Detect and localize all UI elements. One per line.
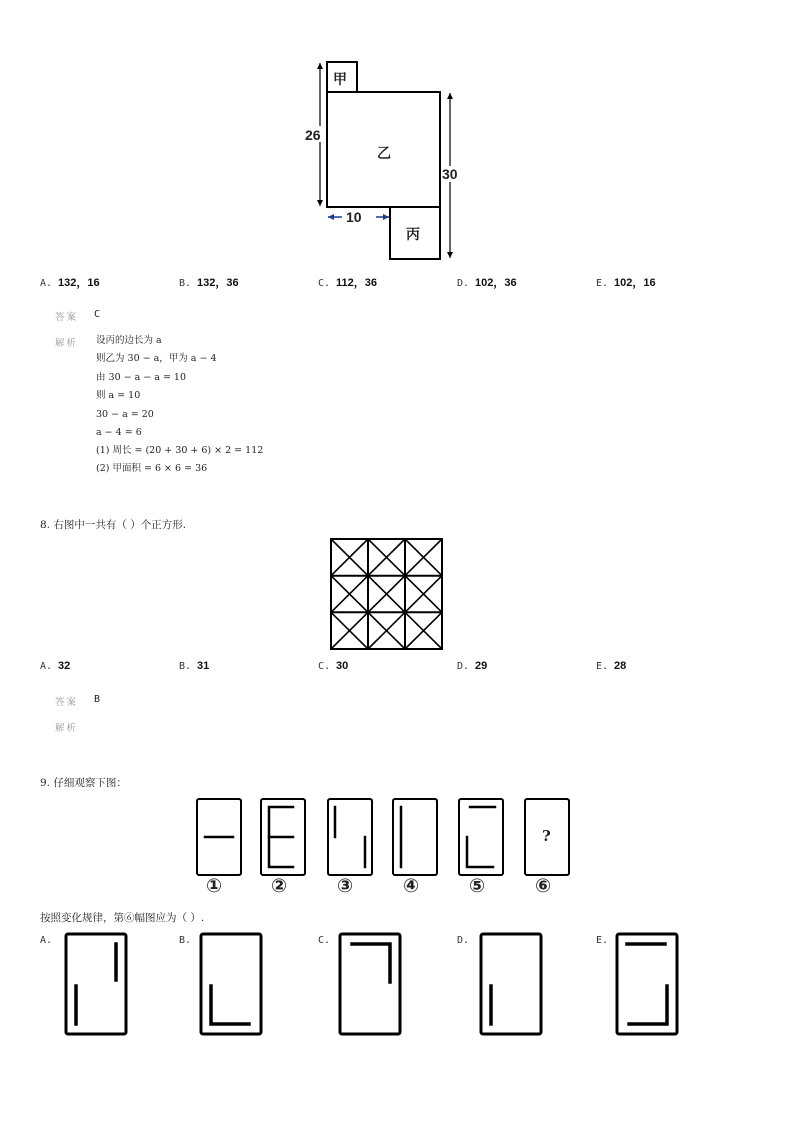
q8-option-b[interactable] (179, 659, 209, 672)
q9-option-a-figure[interactable] (62, 930, 132, 1038)
sequence-unknown: ? (542, 827, 551, 845)
q7-analysis-label: 解析 (55, 338, 79, 349)
q7-solution-line: 则 a = 10 (96, 390, 141, 401)
sequence-label-6: ⑥ (535, 875, 552, 897)
q7-solution-line: 设丙的边长为 a (96, 335, 162, 346)
label-bing: 丙 (406, 227, 420, 243)
q9-option-c-figure[interactable] (336, 930, 406, 1038)
q8-question: 8. 右图中一共有（ ）个正方形. (40, 519, 187, 531)
q7-answer: C (94, 309, 101, 320)
sequence-label-2: ② (271, 875, 288, 897)
sequence-label-3: ③ (337, 875, 354, 897)
label-yi: 乙 (377, 146, 391, 162)
q7-option-e[interactable] (596, 274, 656, 290)
q9-prompt: 按照变化规律，第⑥幅图应为（ ）. (40, 912, 205, 924)
q7-answer-label: 答案 (55, 312, 79, 323)
q7-option-a[interactable] (40, 274, 100, 290)
option-letter: E. (596, 278, 609, 289)
option-value: 31 (197, 660, 210, 672)
sequence-label-4: ④ (403, 875, 420, 897)
option-letter: B. (179, 661, 192, 672)
option-letter: B. (179, 278, 192, 289)
option-letter: A. (40, 278, 53, 289)
q8-option-c[interactable] (318, 659, 348, 672)
q7-solution-line: (2) 甲面积 = 6 × 6 = 36 (96, 463, 208, 474)
q7-solution-line: 则乙为 30 − a，甲为 a − 4 (96, 353, 217, 364)
option-value: 102，16 (614, 277, 656, 289)
option-letter: A. (40, 935, 53, 946)
option-value: 28 (614, 660, 627, 672)
label-right-dim: 30 (442, 166, 458, 182)
option-value: 132，16 (58, 277, 100, 289)
q9-option-b[interactable] (179, 933, 191, 946)
q9-option-b-figure[interactable] (197, 930, 267, 1038)
q9-option-d-figure[interactable] (477, 930, 547, 1038)
sequence-frame-4 (393, 799, 437, 875)
q9-option-e[interactable] (596, 933, 608, 946)
q7-option-b[interactable] (179, 274, 239, 290)
q8-option-e[interactable] (596, 659, 626, 672)
q8-analysis-label: 解析 (55, 723, 79, 734)
option-letter: C. (318, 278, 331, 289)
q8-answer: B (94, 694, 101, 705)
q9-option-d[interactable] (457, 933, 469, 946)
label-bottom-dim: 10 (346, 209, 362, 225)
q9-option-e-figure[interactable] (613, 930, 683, 1038)
option-letter: D. (457, 661, 470, 672)
q7-solution-line: a − 4 = 6 (96, 427, 142, 438)
option-value: 132，36 (197, 277, 239, 289)
q9-sequence (190, 795, 580, 905)
q8-option-a[interactable] (40, 659, 70, 672)
option-value: 29 (475, 660, 488, 672)
option-value: 112，36 (336, 277, 378, 289)
option-letter: D. (457, 935, 470, 946)
label-left-dim: 26 (305, 127, 321, 143)
option-letter: B. (179, 935, 192, 946)
q8-grid-figure (329, 537, 444, 651)
option-letter: C. (318, 661, 331, 672)
q9-question: 9. 仔细观察下图： (40, 777, 127, 789)
option-letter: E. (596, 935, 609, 946)
q9-option-c[interactable] (318, 933, 330, 946)
option-letter: E. (596, 661, 609, 672)
sequence-label-5: ⑤ (469, 875, 486, 897)
label-jia: 甲 (333, 72, 347, 88)
option-value: 102，36 (475, 277, 517, 289)
q7-solution-line: 由 30 − a − a = 10 (96, 372, 187, 383)
q7-option-c[interactable] (318, 274, 377, 290)
q7-solution-line: (1) 周长 = (20 + 30 + 6) × 2 = 112 (96, 445, 264, 456)
option-letter: C. (318, 935, 331, 946)
sequence-label-1: ① (206, 875, 223, 897)
q8-answer-label: 答案 (55, 697, 79, 708)
q7-option-d[interactable] (457, 274, 517, 290)
q7-solution-line: 30 − a = 20 (96, 409, 154, 420)
sequence-frame-5 (459, 799, 503, 875)
option-letter: A. (40, 661, 53, 672)
q9-option-a[interactable] (40, 933, 52, 946)
option-letter: D. (457, 278, 470, 289)
q8-option-d[interactable] (457, 659, 487, 672)
option-value: 32 (58, 660, 71, 672)
option-value: 30 (336, 660, 349, 672)
